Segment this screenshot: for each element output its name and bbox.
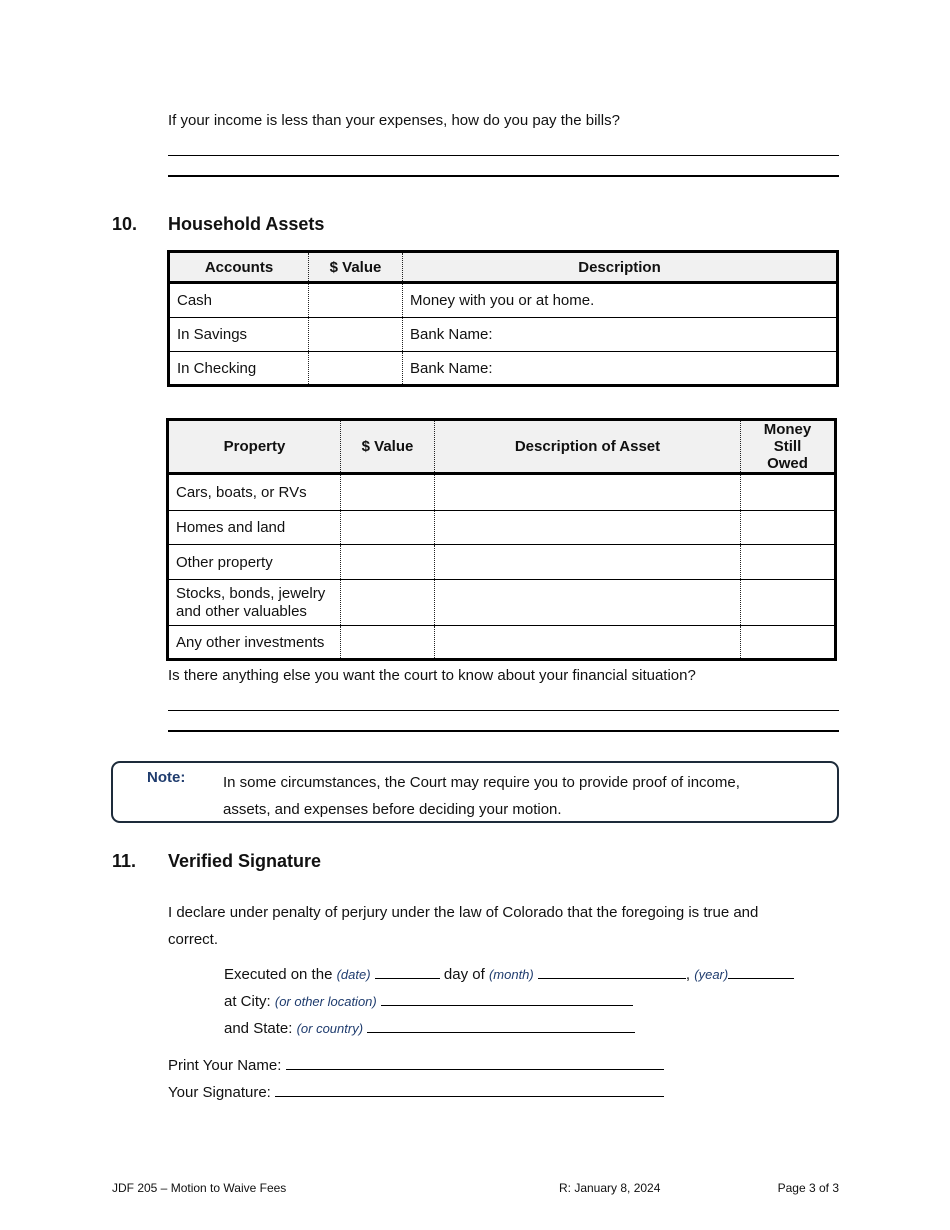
city-field[interactable] bbox=[381, 991, 633, 1006]
description-cell[interactable]: Money with you or at home. bbox=[403, 283, 838, 318]
section-10-title: Household Assets bbox=[168, 214, 325, 234]
answer-line-1[interactable] bbox=[168, 155, 839, 156]
description-cell[interactable]: Bank Name: bbox=[403, 318, 838, 352]
table-row bbox=[169, 283, 838, 318]
property-name: Stocks, bonds, jewelry and other valuables bbox=[168, 580, 341, 626]
city-hint: (or other location) bbox=[274, 994, 377, 1009]
description-cell[interactable] bbox=[435, 626, 741, 660]
footer-page-number: Page 3 of 3 bbox=[777, 1181, 839, 1195]
answer-line-2[interactable] bbox=[168, 175, 839, 177]
value-cell[interactable] bbox=[341, 580, 435, 626]
money-owed-cell[interactable] bbox=[741, 545, 836, 580]
money-owed-cell[interactable] bbox=[741, 474, 836, 511]
table-row bbox=[168, 474, 836, 511]
value-cell[interactable] bbox=[309, 318, 403, 352]
financial-situation-question: Is there anything else you want the court to know about your financial situation? bbox=[168, 667, 696, 684]
value-cell[interactable] bbox=[309, 352, 403, 386]
value-cell[interactable] bbox=[341, 545, 435, 580]
print-name-field[interactable] bbox=[286, 1055, 664, 1070]
account-name: Cash bbox=[177, 292, 213, 309]
signature-field[interactable] bbox=[275, 1082, 664, 1097]
table-row bbox=[168, 545, 836, 580]
month-hint: (month) bbox=[488, 967, 534, 982]
description-cell[interactable] bbox=[435, 545, 741, 580]
date-field[interactable] bbox=[375, 964, 440, 979]
signature-line bbox=[168, 1082, 664, 1102]
asset-description-header: Description of Asset bbox=[435, 420, 741, 474]
income-question: If your income is less than your expenses, how do you pay the bills? bbox=[168, 112, 620, 129]
state-hint: (or country) bbox=[296, 1021, 364, 1036]
footer-revision: R: January 8, 2024 bbox=[559, 1181, 661, 1195]
money-owed-cell[interactable] bbox=[741, 511, 836, 545]
day-of-label: day of bbox=[443, 966, 485, 983]
property-header: Property bbox=[168, 420, 341, 474]
description-cell[interactable]: Bank Name: bbox=[403, 352, 838, 386]
value-cell[interactable] bbox=[309, 283, 403, 318]
description-cell[interactable] bbox=[435, 580, 741, 626]
signature-label: Your Signature: bbox=[168, 1084, 271, 1101]
value-cell[interactable] bbox=[341, 626, 435, 660]
state-label: and State: bbox=[224, 1020, 293, 1037]
value-header: $ Value bbox=[341, 420, 435, 474]
date-hint: (date) bbox=[336, 967, 371, 982]
value-cell[interactable] bbox=[341, 511, 435, 545]
year-field[interactable] bbox=[728, 964, 794, 979]
account-name: In Savings bbox=[169, 318, 309, 352]
value-header: $ Value bbox=[309, 252, 403, 283]
accounts-table bbox=[167, 250, 839, 387]
section-11-title: Verified Signature bbox=[168, 851, 322, 871]
table-row bbox=[168, 626, 836, 660]
year-hint: (year) bbox=[694, 967, 729, 982]
print-name-label: Print Your Name: bbox=[168, 1057, 282, 1074]
description-cell[interactable] bbox=[435, 511, 741, 545]
value-cell[interactable] bbox=[341, 474, 435, 511]
city-line bbox=[224, 991, 633, 1011]
property-table bbox=[166, 418, 837, 661]
table-row bbox=[169, 318, 838, 352]
declaration-text: I declare under penalty of perjury under the law of Colorado that the foregoing is true and correct. bbox=[168, 904, 759, 948]
city-label: at City: bbox=[224, 993, 271, 1010]
answer-line-4[interactable] bbox=[168, 730, 839, 732]
accounts-header: Accounts bbox=[169, 252, 309, 283]
section-10-number: 10. bbox=[112, 214, 138, 234]
section-11-number: 11. bbox=[112, 851, 137, 871]
property-name: Other property bbox=[168, 545, 341, 580]
table-row bbox=[169, 352, 838, 386]
footer-form-name: JDF 205 – Motion to Waive Fees bbox=[112, 1181, 287, 1195]
note-text: In some circumstances, the Court may require you to provide proof of income, assets, and expenses before deciding your motion. bbox=[223, 774, 740, 818]
executed-on-label: Executed on the bbox=[224, 966, 333, 983]
description-header: Description bbox=[403, 252, 838, 283]
account-name: In Checking bbox=[169, 352, 309, 386]
executed-line bbox=[224, 964, 794, 984]
description-cell[interactable] bbox=[435, 474, 741, 511]
property-name: Any other investments bbox=[168, 626, 341, 660]
table-row bbox=[168, 511, 836, 545]
state-field[interactable] bbox=[367, 1018, 635, 1033]
money-owed-cell[interactable] bbox=[741, 580, 836, 626]
property-name: Cars, boats, or RVs bbox=[176, 484, 307, 501]
state-line bbox=[224, 1018, 635, 1038]
note-label: Note: bbox=[147, 769, 186, 786]
property-name: Homes and land bbox=[168, 511, 341, 545]
print-name-line bbox=[168, 1055, 664, 1075]
answer-line-3[interactable] bbox=[168, 710, 839, 711]
money-owed-header: Money Still Owed bbox=[741, 420, 836, 474]
table-row bbox=[168, 580, 836, 626]
money-owed-cell[interactable] bbox=[741, 626, 836, 660]
comma: , bbox=[685, 966, 691, 983]
month-field[interactable] bbox=[538, 964, 686, 979]
